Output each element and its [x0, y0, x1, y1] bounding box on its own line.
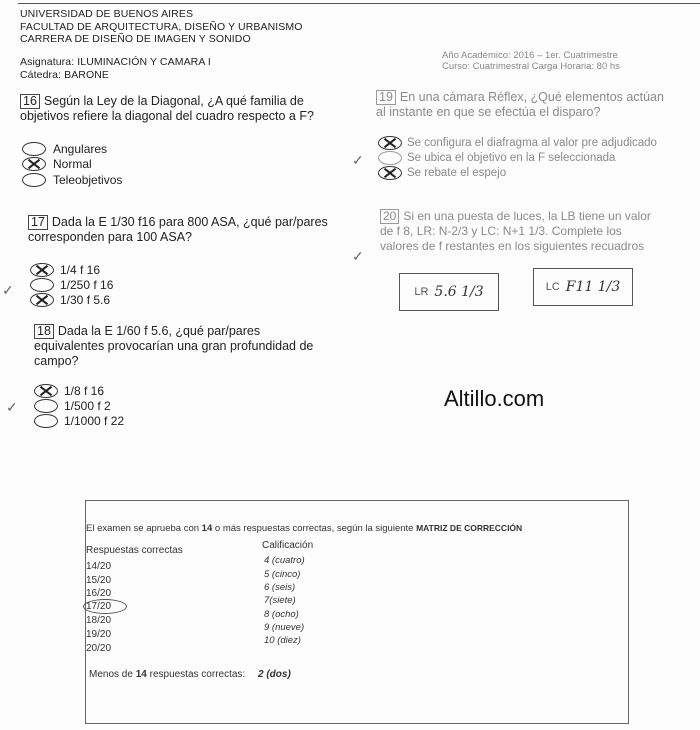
column-header-answers: Respuestas correctas	[86, 545, 183, 556]
course-meta	[442, 50, 620, 72]
answers-cell: 14/20	[86, 561, 112, 572]
career-name: CARRERA DE DISEÑO DE IMAGEN Y SONIDO	[20, 33, 251, 45]
course-info: Curso: Cuatrimestral Carga Horaria: 80 hs	[442, 61, 620, 72]
question-text-cont: campo?	[34, 354, 79, 368]
answers-cell: 18/20	[86, 615, 112, 626]
column-header-grade: Calificación	[262, 540, 314, 551]
grade-cell: 8 (ocho)	[264, 609, 299, 620]
answer-oval[interactable]	[22, 173, 46, 187]
top-rule	[18, 3, 700, 4]
option-label: Se rebate el espejo	[407, 167, 507, 179]
question-number: 19	[376, 90, 396, 105]
grade-cell: 10 (diez)	[264, 635, 301, 646]
answer-oval-marked[interactable]	[378, 166, 402, 180]
check-mark: ✓	[6, 399, 18, 415]
footer-number: 14	[135, 669, 147, 680]
matrix-intro	[86, 523, 522, 534]
answers-cell: 15/20	[86, 575, 112, 586]
question-text-cont: corresponden para 100 ASA?	[28, 230, 193, 244]
footer-grade: 2 (dos)	[258, 669, 291, 680]
check-mark: ✓	[352, 152, 364, 168]
intro-tail: o más respuestas correctas, según la siguiente	[214, 523, 414, 534]
option-label: 1/1000 f 22	[64, 414, 125, 428]
intro-number: 14	[201, 523, 213, 534]
question-text-cont: al instante en que se efectúa el disparo?	[376, 105, 601, 119]
question-text: En una cámara Réflex, ¿Qué elementos actúan	[399, 90, 664, 104]
question-number: 20	[380, 209, 399, 224]
question-text: Si en una puesta de luces, la LB tiene un valor	[403, 209, 651, 223]
faculty-name: FACULTAD DE ARQUITECTURA, DISEÑO Y URBANISMO	[20, 20, 303, 33]
answer-oval[interactable]	[34, 399, 58, 413]
option-label: Normal	[53, 157, 92, 171]
question-text: Según la Ley de la Diagonal, ¿A qué familia de	[43, 94, 304, 108]
lr-answer-box[interactable]	[399, 273, 499, 311]
answer-oval[interactable]	[34, 414, 58, 428]
answer-oval[interactable]	[22, 142, 46, 156]
footer-tail: respuestas correctas:	[149, 669, 246, 680]
matrix-footer	[89, 669, 291, 680]
option-label: 1/8 f 16	[64, 384, 105, 398]
question-19	[376, 90, 664, 120]
option-label: 1/30 f 5.6	[60, 293, 111, 307]
question-16	[20, 94, 314, 124]
university-name: UNIVERSIDAD DE BUENOS AIRES	[20, 8, 194, 20]
lc-answer-box[interactable]	[533, 268, 633, 306]
option-label: 1/500 f 2	[64, 399, 111, 413]
watermark: Altillo.com	[444, 386, 545, 411]
answer-oval[interactable]	[378, 151, 402, 165]
question-17	[28, 215, 328, 245]
circle-mark	[83, 599, 127, 614]
chair: Cátedra: BARONE	[20, 68, 110, 81]
option-label: 1/4 f 16	[60, 263, 101, 277]
question-text: Dada la E 1/60 f 5.6, ¿qué par/pares	[57, 324, 261, 338]
option-label: Se configura el diafragma al valor pre adjudicado	[407, 137, 657, 149]
lc-value: F11 1/3	[565, 279, 621, 295]
subject: Asignatura: ILUMINACIÓN Y CAMARA I	[20, 56, 211, 68]
matrix-title: MATRIZ DE CORRECCIÓN	[416, 523, 523, 533]
grade-cell: 4 (cuatro)	[264, 555, 305, 566]
check-mark: ✓	[2, 282, 14, 298]
question-text-cont: de f 8, LR: N-2/3 y LC: N+1 1/3. Complete los	[380, 224, 622, 238]
answer-oval-marked[interactable]	[34, 384, 58, 398]
correction-matrix	[85, 500, 629, 724]
lr-value: 5.6 1/3	[434, 284, 484, 300]
answer-oval-marked[interactable]	[30, 293, 54, 307]
question-number: 17	[28, 215, 48, 230]
lc-label: LC	[545, 281, 560, 293]
question-number: 18	[34, 324, 54, 339]
question-18	[34, 324, 313, 369]
question-text-cont: equivalentes provocarían una gran profundidad de	[34, 339, 314, 353]
question-text: Dada la E 1/30 f16 para 800 ASA, ¿qué par/pares	[51, 215, 328, 229]
answer-oval-marked[interactable]	[22, 157, 46, 171]
option-label: Angulares	[53, 142, 108, 156]
question-text-cont: valores de f restantes en los siguientes recuadros	[380, 239, 645, 253]
option-label: Teleobjetivos	[53, 173, 123, 187]
grade-cell: 9 (nueve)	[264, 622, 305, 633]
check-mark: ✓	[352, 248, 364, 264]
header-block	[20, 8, 303, 46]
answer-oval[interactable]	[30, 278, 54, 292]
grade-cell: 6 (seis)	[264, 582, 296, 593]
answers-cell: 19/20	[86, 629, 112, 640]
grade-cell: 5 (cinco)	[264, 569, 301, 580]
answer-oval-marked[interactable]	[378, 136, 402, 150]
option-label: 1/250 f 16	[60, 278, 114, 292]
academic-year: Año Académico: 2016 – 1er. Cuatrimestre	[442, 50, 618, 61]
footer-text: Menos de	[89, 669, 133, 680]
grade-cell: 7(siete)	[264, 595, 296, 606]
question-number: 16	[20, 94, 40, 109]
answers-cell-circled: 17/20	[86, 601, 112, 612]
lr-label: LR	[414, 286, 429, 298]
answers-cell: 16/20	[86, 588, 112, 599]
answer-oval-marked[interactable]	[30, 263, 54, 277]
question-text-cont: objetivos refiere la diagonal del cuadro respecto a F?	[20, 109, 314, 123]
answers-cell: 20/20	[86, 643, 112, 654]
question-20	[380, 209, 651, 254]
option-label: Se ubica el objetivo en la F seleccionada	[407, 152, 616, 164]
intro-text: El examen se aprueba con	[86, 523, 200, 534]
subject-block	[20, 56, 211, 81]
